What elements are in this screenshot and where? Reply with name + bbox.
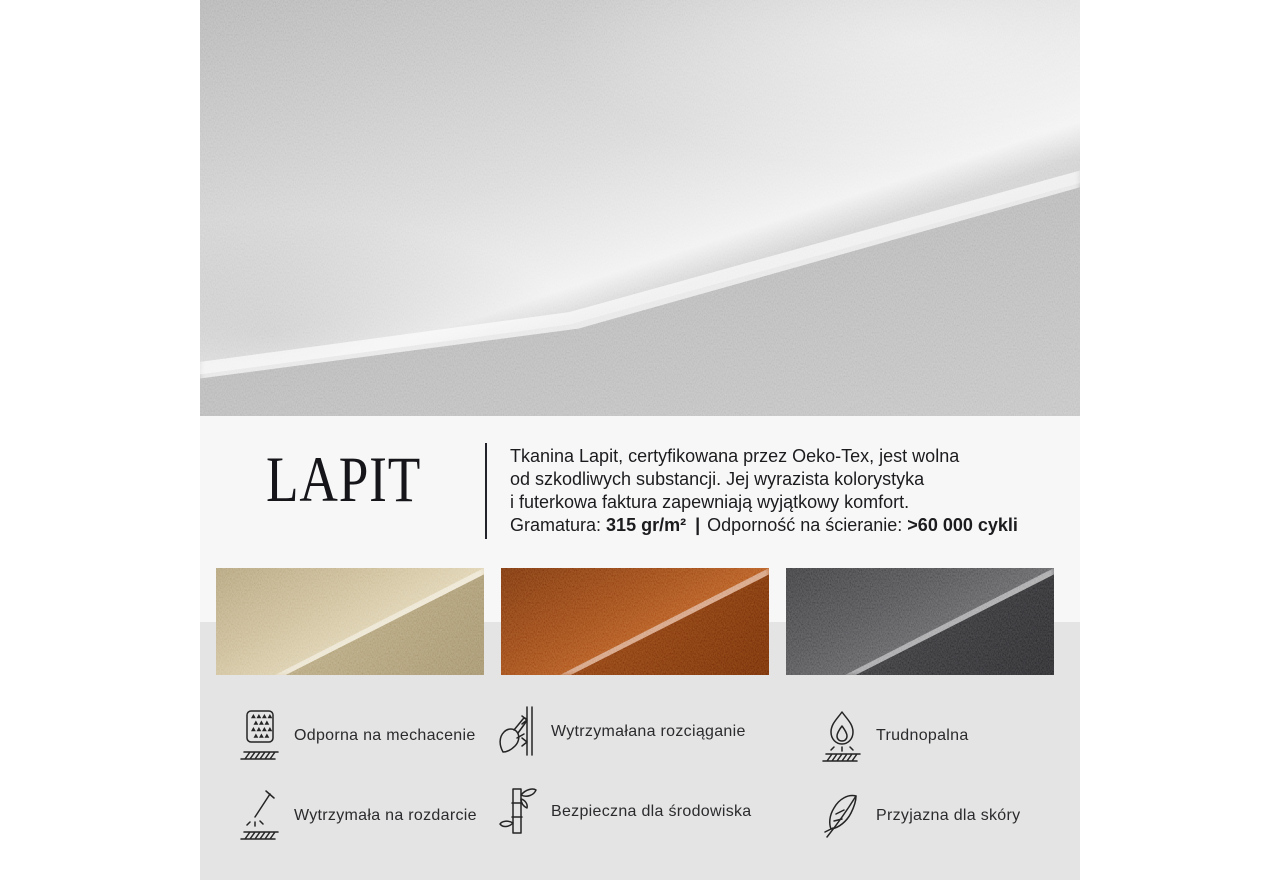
stretch-resistant-icon: [497, 706, 537, 758]
spec-line: [510, 514, 1070, 537]
flame-retardant-icon: [822, 710, 862, 762]
swatch-row: [216, 568, 1064, 675]
swatch-beige[interactable]: [216, 568, 484, 675]
feature-stretch: [497, 706, 746, 758]
swatch-fold: [216, 568, 484, 675]
fabric-name-title: LAPIT: [266, 444, 422, 516]
feature-skin: [822, 790, 1020, 842]
feature-label: Wytrzymała na rozdarcie: [294, 807, 477, 824]
feature-tear: [240, 790, 477, 842]
feature-flame: [822, 710, 969, 762]
eco-friendly-icon: [497, 786, 537, 838]
description-line: i futerkowa faktura zapewniają wyjątkowy komfort.: [510, 492, 910, 512]
swatch-fold: [786, 568, 1054, 675]
abrasion-label: Odporność na ścieranie:: [707, 515, 903, 535]
feature-label: Wytrzymałana rozciąganie: [551, 723, 746, 740]
description-line: od szkodliwych substancji. Jej wyrazista kolorystyka: [510, 469, 925, 489]
spec-separator: |: [695, 515, 701, 535]
feature-pilling: [240, 710, 476, 762]
description-line: Tkanina Lapit, certyfikowana przez Oeko-Tex, jest wolna: [510, 446, 960, 466]
feature-label: Przyjazna dla skóry: [876, 807, 1021, 824]
fabric-description: [510, 445, 1070, 537]
content-column: [200, 0, 1080, 880]
swatch-rust[interactable]: [501, 568, 769, 675]
hero-fabric-image: [200, 0, 1080, 416]
vertical-divider: [485, 443, 487, 539]
skin-friendly-icon: [822, 790, 862, 842]
pilling-resistant-icon: [240, 710, 280, 762]
swatch-graphite[interactable]: [786, 568, 1054, 675]
tear-resistant-icon: [240, 790, 280, 842]
feature-label: Trudnopalna: [876, 727, 969, 744]
feature-label: Odporna na mechacenie: [294, 727, 476, 744]
swatch-fold: [501, 568, 769, 675]
weight-value: 315 gr/m²: [606, 515, 687, 535]
abrasion-value: >60 000 cykli: [907, 515, 1018, 535]
feature-eco: [497, 786, 752, 838]
weight-label: Gramatura:: [510, 515, 602, 535]
feature-label: Bezpieczna dla środowiska: [551, 803, 752, 820]
